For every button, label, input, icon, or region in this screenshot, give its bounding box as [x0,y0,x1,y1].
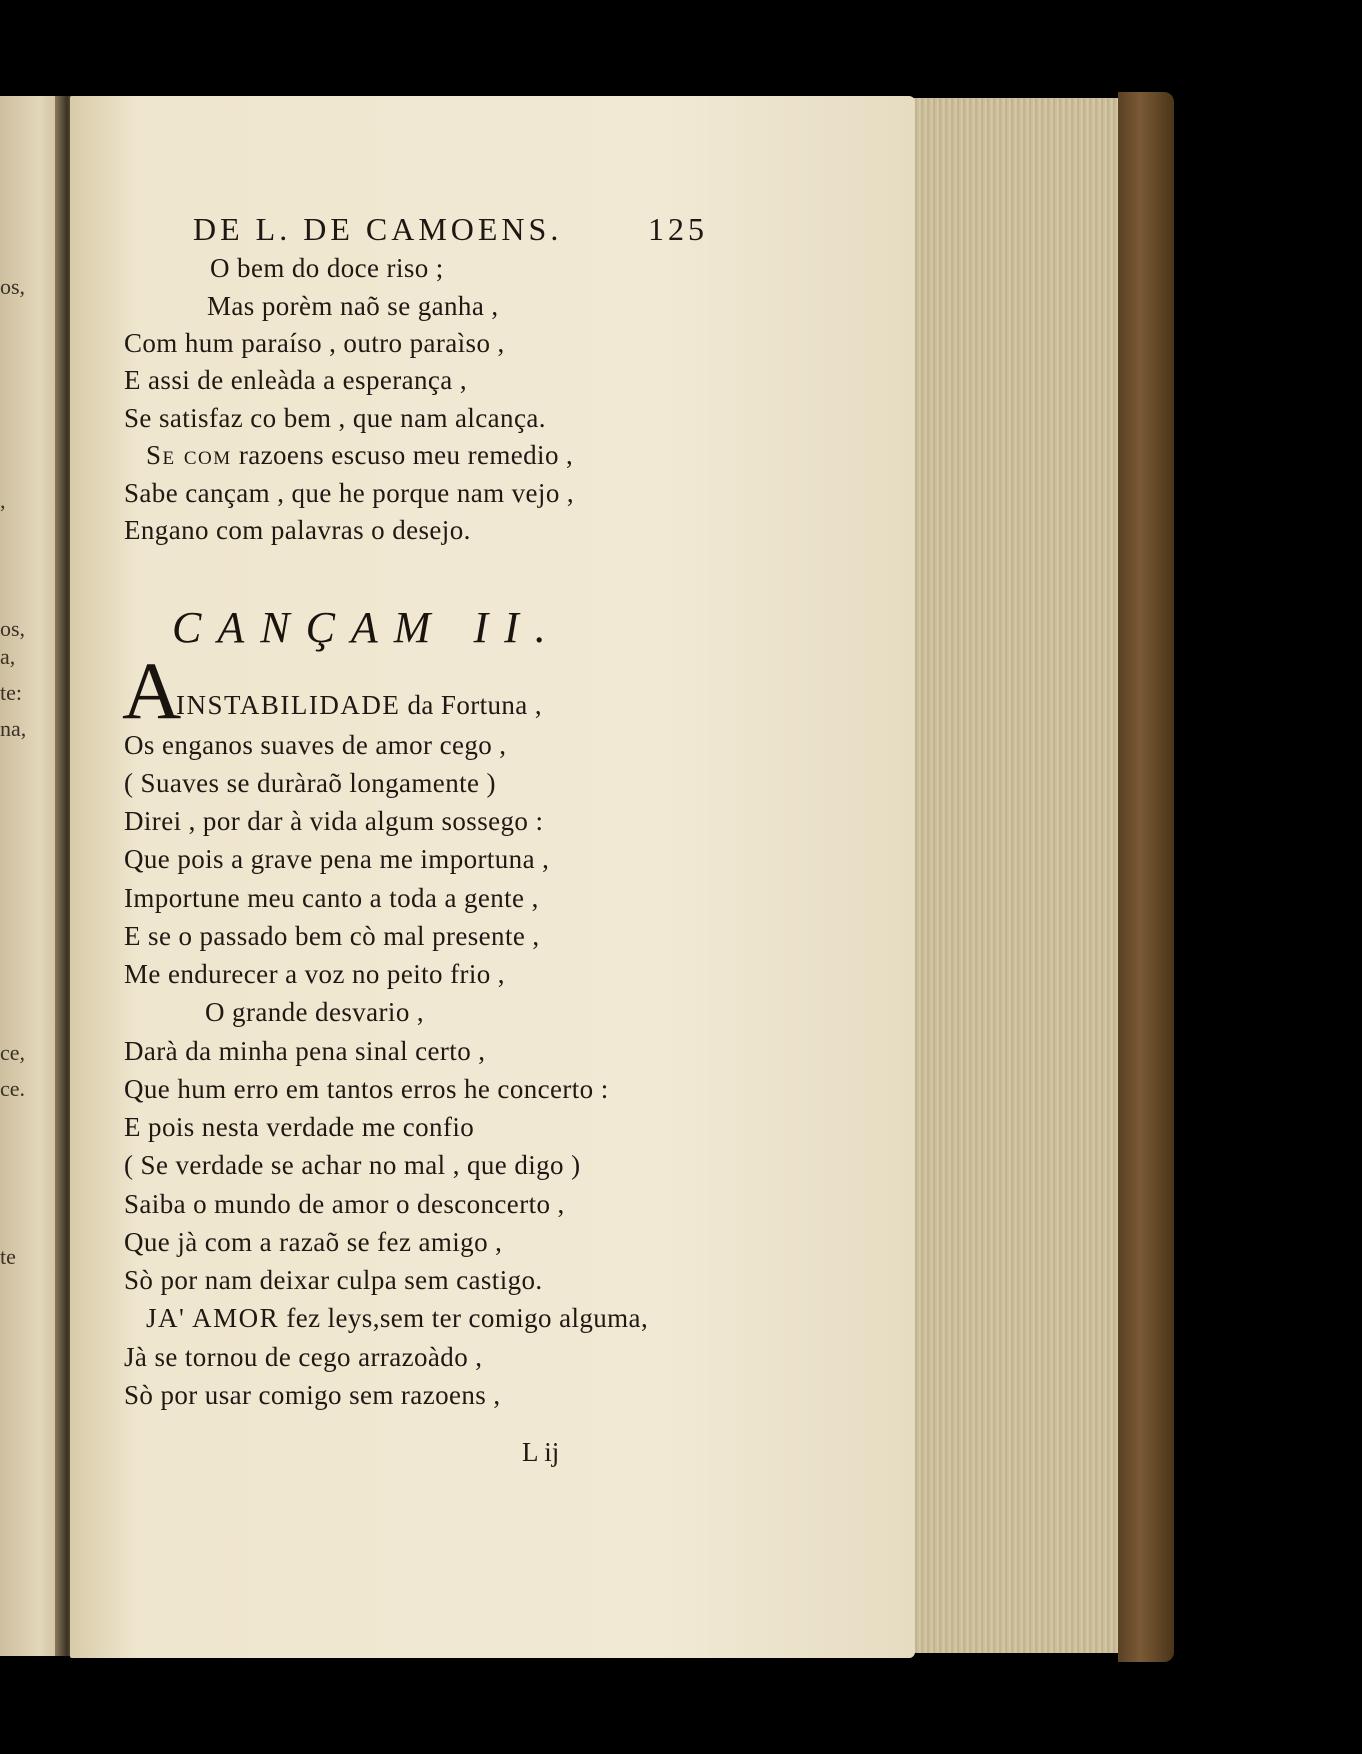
verse-line: Direi , por dar à vida algum sossego : [124,806,544,836]
catchword: L ij [522,1437,560,1467]
page-fore-edge [912,98,1124,1653]
verse-line [176,690,542,721]
left-page-fragment: ce, [0,1040,26,1065]
running-head [193,211,708,248]
verse-line: Jà se tornou de cego arrazoàdo , [124,1342,483,1372]
verse-line: Sò por nam deixar culpa sem castigo. [124,1265,543,1295]
verse-line: E se o passado bem cò mal presente , [124,921,540,951]
page-number: 125 [648,211,708,247]
left-page-fragment: ce. [0,1076,26,1101]
verse-line: Mas porèm naõ se ganha , [207,291,499,321]
verse-line: Importune meu canto a toda a gente , [124,883,539,913]
verse-line: ( Se verdade se achar no mal , que digo ) [124,1150,581,1180]
verse-line: Darà da minha pena sinal certo , [124,1036,486,1066]
verse-line: Me endurecer a voz no peito frio , [124,959,505,989]
verse-line: Que jà com a razaõ se fez amigo , [124,1227,503,1257]
opening-word: INSTABILIDADE [176,690,401,720]
running-head-title: DE L. DE CAMOENS. [193,211,563,247]
verse-line: Engano com palavras o desejo. [124,515,471,545]
drop-cap: A [122,645,182,736]
left-page-fragment: te: [0,680,22,705]
envoi-line: razoens escuso meu remedio , [238,440,574,470]
left-page-fragment: na, [0,716,27,741]
stanza-line: fez leys,sem ter comigo alguma, [286,1303,649,1333]
verse-line: Se satisfaz co bem , que nam alcança. [124,403,546,433]
verse-line: ( Suaves se duràraõ longamente ) [124,768,496,798]
left-page-fragment: , [0,488,6,513]
verse-line [146,440,573,471]
verse-line: Os enganos suaves de amor cego , [124,730,507,760]
verse-line: Sò por usar comigo sem razoens , [124,1380,501,1410]
stanza-lead: JA' AMOR [146,1303,280,1333]
verse-line [146,1303,648,1334]
section-title: CANÇAM II. [172,603,562,652]
verse-line: Que hum erro em tantos erros he concerto : [124,1074,609,1104]
verse-line: Saiba o mundo de amor o desconcerto , [124,1189,565,1219]
envoi-lead: Se com [146,440,232,470]
verse-line: Que pois a grave pena me importuna , [124,844,550,874]
left-page-fragment: a, [0,644,16,669]
verse-line: O bem do doce riso ; [210,253,444,283]
verse-line: E assi de enleàda a esperança , [124,365,467,395]
verse-line: Com hum paraíso , outro paraìso , [124,328,505,358]
verse-line: Sabe cançam , que he porque nam vejo , [124,478,575,508]
opening-line-rest: da Fortuna , [407,690,542,720]
left-page-fragment: os, [0,616,26,641]
verse-line: E pois nesta verdade me confio [124,1112,475,1142]
verse-line: O grande desvario , [205,997,425,1027]
left-page-fragment: os, [0,274,26,299]
left-page-fragment: te [0,1244,16,1269]
book-cover [1118,92,1174,1662]
